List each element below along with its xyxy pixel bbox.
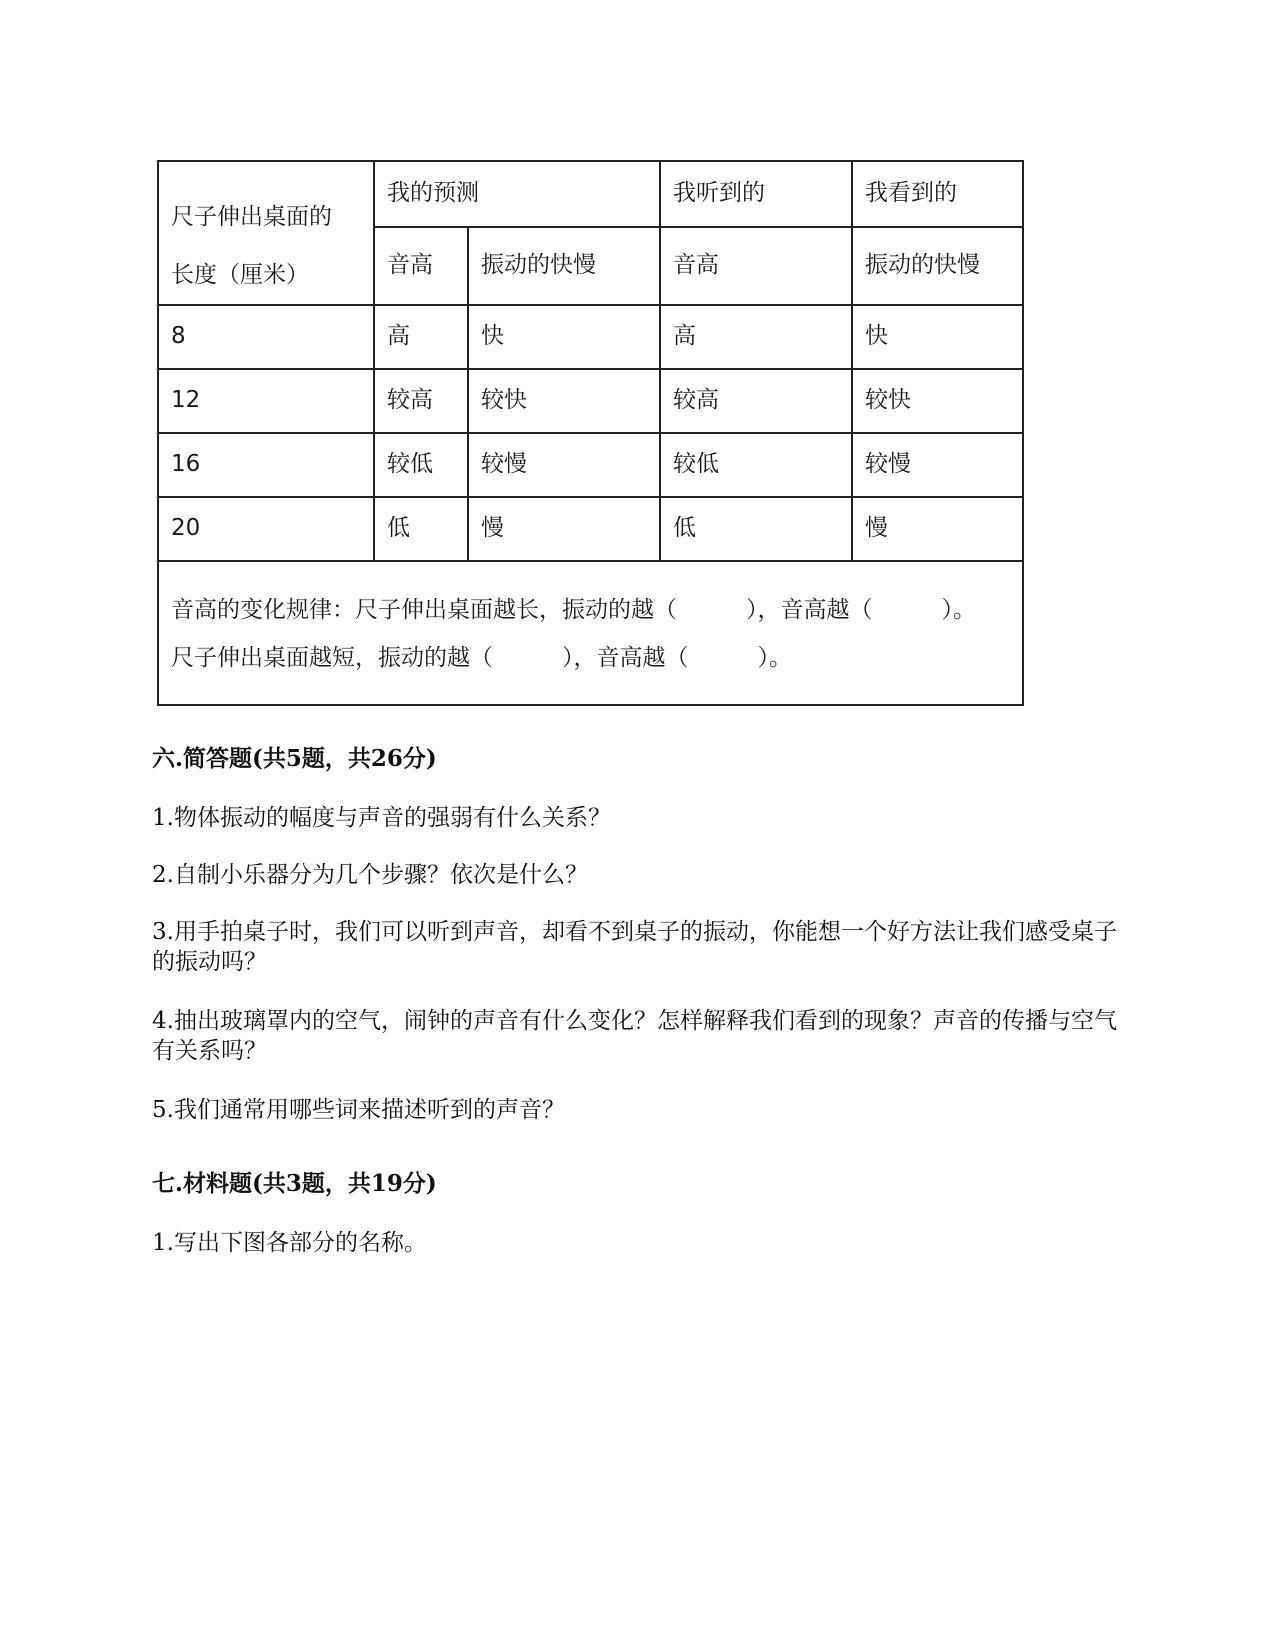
seen-speed-cell: 较快 <box>852 369 1023 433</box>
heard-pitch-cell: 低 <box>660 497 852 561</box>
pitch-rule-note <box>158 561 1023 705</box>
pred-speed-cell: 慢 <box>468 497 660 561</box>
pred-speed-cell: 快 <box>468 305 660 369</box>
prediction-group-header: 我的预测 <box>374 161 660 227</box>
seen-speed-header: 振动的快慢 <box>852 227 1023 305</box>
table-row <box>158 305 1023 369</box>
question-item: 2.自制小乐器分为几个步骤？依次是什么？ <box>152 862 588 888</box>
pred-pitch-header: 音高 <box>374 227 468 305</box>
pred-speed-cell: 较快 <box>468 369 660 433</box>
question-item: 1.写出下图各部分的名称。 <box>152 1230 427 1256</box>
pred-pitch-cell: 较高 <box>374 369 468 433</box>
heard-pitch-cell: 高 <box>660 305 852 369</box>
seen-speed-cell: 慢 <box>852 497 1023 561</box>
table-row <box>158 433 1023 497</box>
table-header-row <box>158 161 1023 227</box>
heard-pitch-cell: 较高 <box>660 369 852 433</box>
section6-title: 六.简答题(共5题，共26分) <box>152 745 437 772</box>
pred-speed-header: 振动的快慢 <box>468 227 660 305</box>
seen-speed-cell: 较慢 <box>852 433 1023 497</box>
pitch-rule-line1: 音高的变化规律：尺子伸出桌面越长，振动的越（ ），音高越（ ）。 <box>171 597 976 623</box>
heard-pitch-cell: 较低 <box>660 433 852 497</box>
pred-speed-cell: 较慢 <box>468 433 660 497</box>
question-item: 1.物体振动的幅度与声音的强弱有什么关系？ <box>152 805 611 831</box>
pred-pitch-cell: 低 <box>374 497 468 561</box>
experiment-table <box>157 160 1024 706</box>
table-row <box>158 497 1023 561</box>
length-cell: 20 <box>158 497 374 561</box>
length-cell: 16 <box>158 433 374 497</box>
length-cell: 8 <box>158 305 374 369</box>
section7-title: 七.材料题(共3题，共19分) <box>152 1170 437 1197</box>
length-cell: 12 <box>158 369 374 433</box>
length-header-line2: 长度（厘米） <box>171 262 309 288</box>
table-note-row <box>158 561 1023 705</box>
heard-group-header: 我听到的 <box>660 161 852 227</box>
seen-group-header: 我看到的 <box>852 161 1023 227</box>
question-item: 5.我们通常用哪些词来描述听到的声音？ <box>152 1097 565 1123</box>
question-item: 4.抽出玻璃罩内的空气，闹钟的声音有什么变化？怎样解释我们看到的现象？声音的传播与空气有关系吗？ <box>152 1008 1117 1064</box>
pred-pitch-cell: 高 <box>374 305 468 369</box>
seen-speed-cell: 快 <box>852 305 1023 369</box>
pitch-rule-line2: 尺子伸出桌面越短，振动的越（ ），音高越（ ）。 <box>171 645 792 671</box>
table-row <box>158 369 1023 433</box>
question-item: 3.用手拍桌子时，我们可以听到声音，却看不到桌子的振动，你能想一个好方法让我们感受桌子的振动吗？ <box>152 919 1117 975</box>
length-header-line1: 尺子伸出桌面的 <box>171 204 332 230</box>
pred-pitch-cell: 较低 <box>374 433 468 497</box>
length-column-header <box>158 161 374 305</box>
heard-pitch-header: 音高 <box>660 227 852 305</box>
